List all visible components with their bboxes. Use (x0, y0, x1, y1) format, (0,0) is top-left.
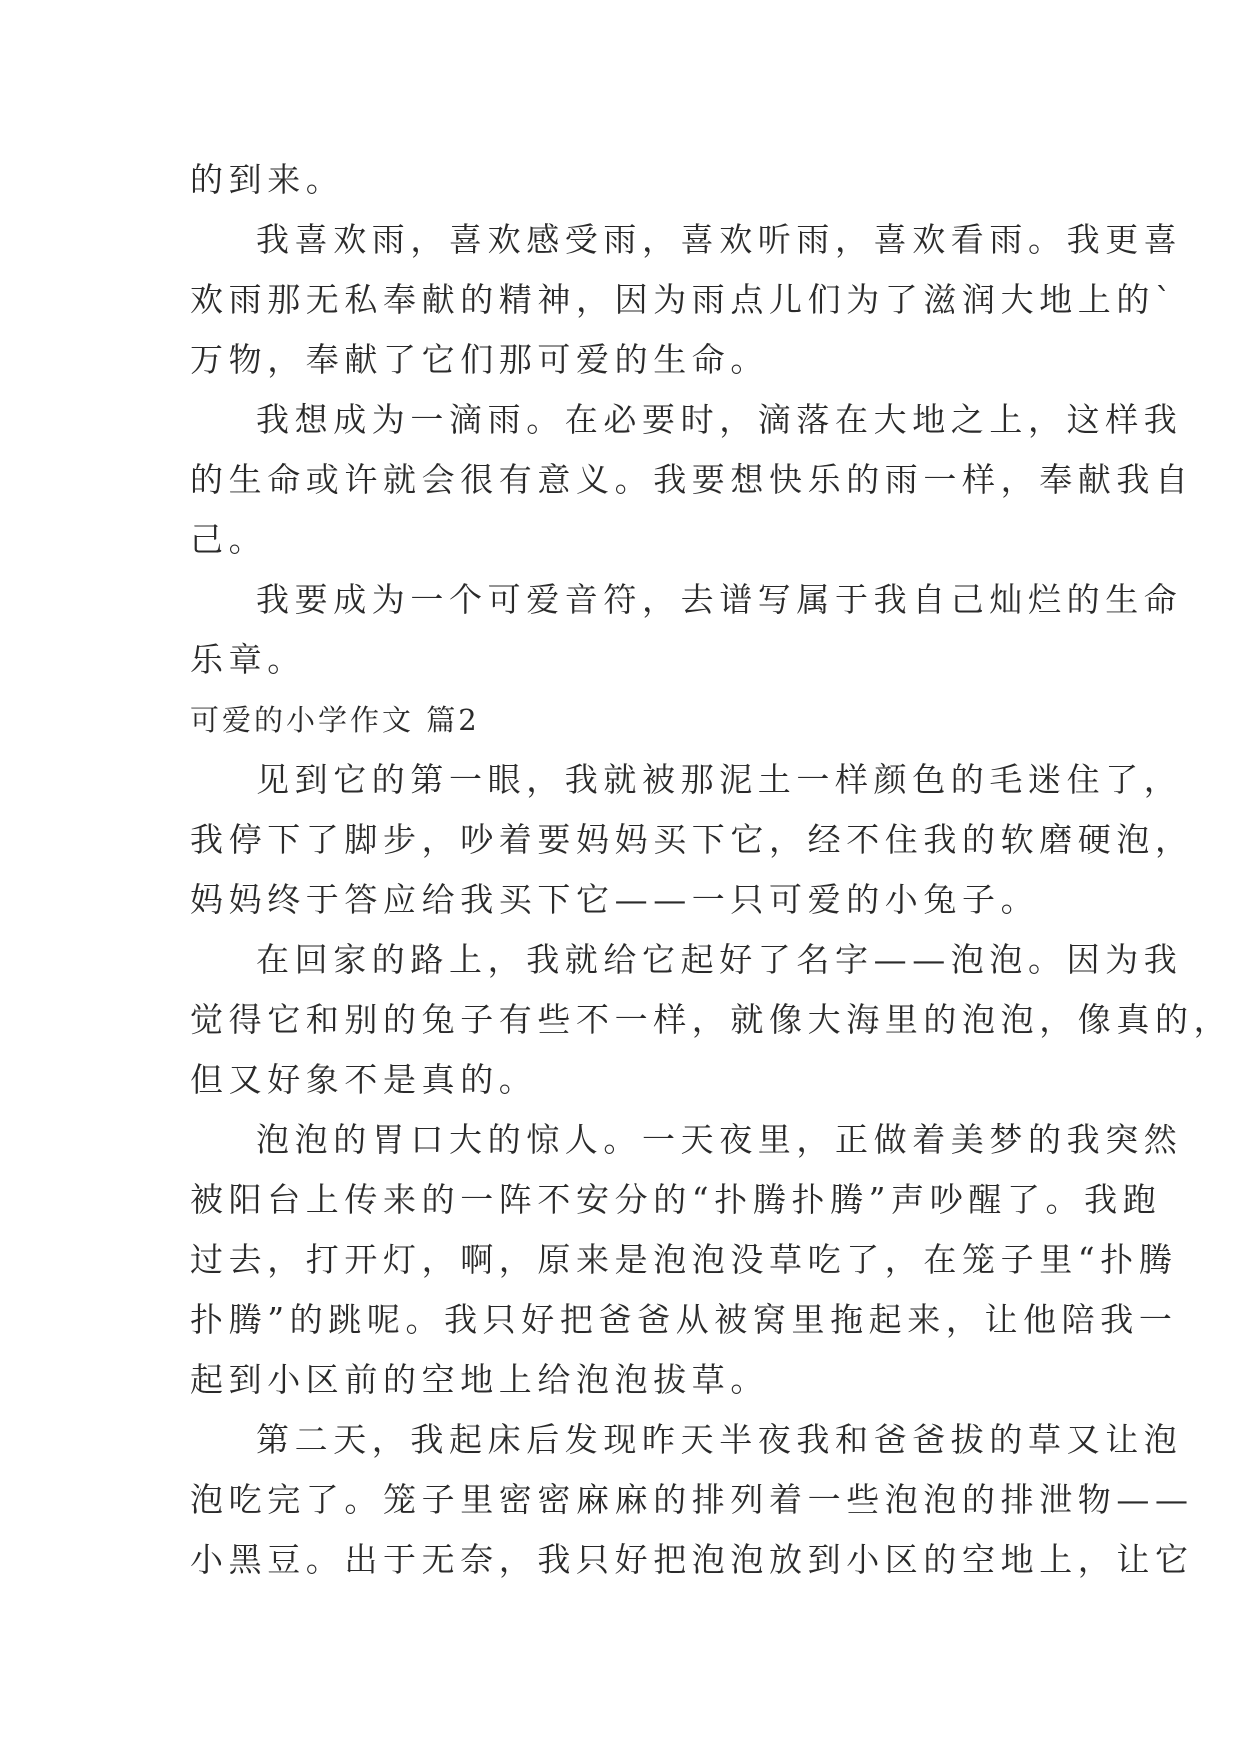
text-line: 的生命或许就会很有意义。我要想快乐的雨一样，奉献我自 (190, 460, 1194, 499)
text-line: 起到小区前的空地上给泡泡拔草。 (190, 1360, 769, 1399)
text-line: 欢雨那无私奉献的精神，因为雨点儿们为了滋润大地上的` (190, 280, 1178, 319)
text-line: 我停下了脚步，吵着要妈妈买下它，经不住我的软磨硬泡， (190, 820, 1194, 859)
text-line: 万物，奉献了它们那可爱的生命。 (190, 340, 769, 379)
text-line: 我要成为一个可爱音符，去谱写属于我自己灿烂的生命 (256, 580, 1183, 619)
text-line: 过去，打开灯，啊，原来是泡泡没草吃了，在笼子里“扑腾 (190, 1240, 1178, 1279)
text-line: 我想成为一滴雨。在必要时，滴落在大地之上，这样我 (256, 400, 1183, 439)
text-line: 见到它的第一眼，我就被那泥土一样颜色的毛迷住了， (256, 760, 1183, 799)
document-body (190, 150, 1233, 1590)
text-line: 小黑豆。出于无奈，我只好把泡泡放到小区的空地上，让它 (190, 1540, 1194, 1579)
text-line: 的到来。 (190, 160, 345, 199)
text-line: 泡吃完了。笼子里密密麻麻的排列着一些泡泡的排泄物—— (190, 1480, 1194, 1519)
text-line: 己。 (190, 520, 268, 559)
text-line: 扑腾”的跳呢。我只好把爸爸从被窝里拖起来，让他陪我一 (190, 1300, 1178, 1339)
text-line: 觉得它和别的兔子有些不一样，就像大海里的泡泡，像真的， (190, 1000, 1233, 1039)
text-line: 我喜欢雨，喜欢感受雨，喜欢听雨，喜欢看雨。我更喜 (256, 220, 1183, 259)
text-line: 被阳台上传来的一阵不安分的“扑腾扑腾”声吵醒了。我跑 (190, 1180, 1162, 1219)
text-line: 在回家的路上，我就给它起好了名字——泡泡。因为我 (256, 940, 1183, 979)
text-line: 泡泡的胃口大的惊人。一天夜里，正做着美梦的我突然 (256, 1120, 1183, 1159)
text-line: 乐章。 (190, 640, 306, 679)
text-line: 但又好象不是真的。 (190, 1060, 538, 1099)
section-heading: 可爱的小学作文 篇2 (190, 703, 480, 737)
text-line: 妈妈终于答应给我买下它——一只可爱的小兔子。 (190, 880, 1040, 919)
text-line: 第二天，我起床后发现昨天半夜我和爸爸拔的草又让泡 (256, 1420, 1183, 1459)
